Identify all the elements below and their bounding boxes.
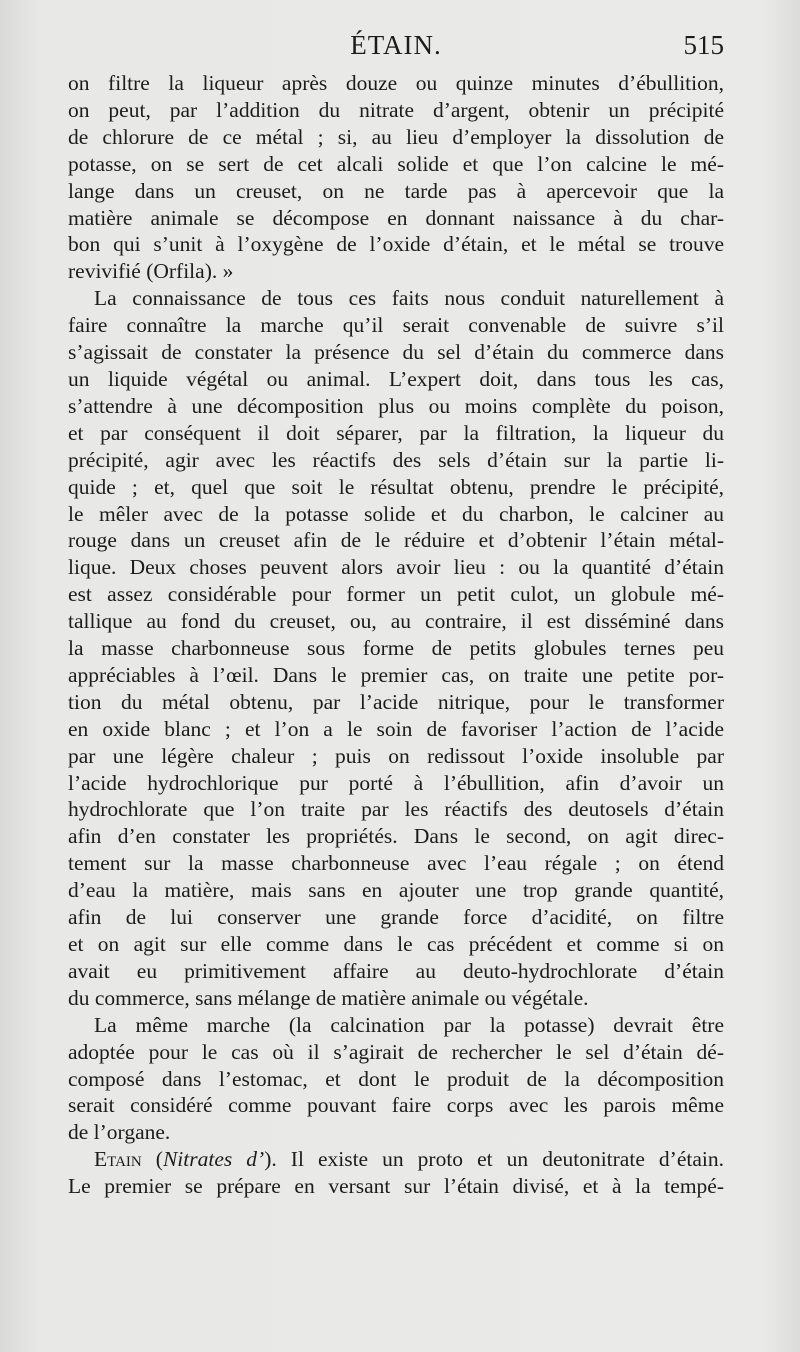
- text-line: lange dans un creuset, on ne tarde pas à apercevoir que la: [68, 178, 724, 203]
- text-line: bon qui s’unit à l’oxygène de l’oxide d’étain, et le métal se trouve: [68, 232, 724, 257]
- paragraph: [68, 1012, 724, 1147]
- text-line: afin de lui conserver une grande force d’acidité, on filtre: [68, 905, 724, 930]
- paragraph: [68, 285, 724, 1011]
- text-line: faire connaître la marche qu’il serait convenable de suivre s’il: [68, 313, 724, 338]
- body-text: [68, 70, 724, 1200]
- text-line: tion du métal obtenu, par l’acide nitrique, pour le transformer: [68, 689, 724, 714]
- text-line: on peut, par l’addition du nitrate d’argent, obtenir un précipité: [68, 97, 724, 122]
- running-head-title: ÉTAIN.: [350, 30, 442, 60]
- text-line: rouge dans un creuset afin de le réduire et d’obtenir l’étain métal-: [68, 528, 724, 553]
- text-line: quide ; et, quel que soit le résultat obtenu, prendre le précipité,: [68, 474, 724, 499]
- text-line: Le premier se prépare en versant sur l’étain divisé, et à la tempé-: [68, 1174, 724, 1199]
- text-line: et on agit sur elle comme dans le cas précédent et comme si on: [68, 932, 724, 956]
- text-line: serait considéré comme pouvant faire corps avec les parois même: [68, 1093, 724, 1118]
- text-line: et par conséquent il doit séparer, par la filtration, la liqueur du: [68, 420, 724, 445]
- entry-first-line: [68, 1146, 724, 1173]
- text-line: hydrochlorate que l’on traite par les réactifs des deutosels d’étain: [68, 797, 724, 822]
- text-line: s’attendre à une décomposition plus ou moins complète du poison,: [68, 393, 724, 418]
- entry-heading-name: Etain: [94, 1147, 142, 1172]
- paragraph: [68, 1146, 724, 1200]
- text-line: d’eau la matière, mais sans en ajouter une trop grande quantité,: [68, 878, 724, 903]
- entry-heading-open: (: [141, 1147, 163, 1172]
- text-line: par une légère chaleur ; puis on redissout l’oxide insoluble par: [68, 743, 724, 768]
- text-line: tement sur la masse charbonneuse avec l’eau régale ; on étend: [68, 851, 724, 876]
- text-line: appréciables à l’œil. Dans le premier cas, on traite une petite por-: [68, 662, 724, 687]
- entry-heading-qualifier: Nitrates d’: [162, 1147, 265, 1172]
- entry-heading-close: ).: [264, 1147, 291, 1172]
- text-line: est assez considérable pour former un petit culot, un globule mé-: [68, 582, 724, 607]
- text-line: du commerce, sans mélange de matière animale ou végétale.: [68, 985, 589, 1010]
- text-line: la masse charbonneuse sous forme de petits globules ternes peu: [68, 636, 724, 661]
- text-line: La connaissance de tous ces faits nous conduit naturellement à: [94, 286, 724, 311]
- text-line: on filtre la liqueur après douze ou quinze minutes d’ébullition,: [68, 71, 724, 95]
- text-line: composé dans l’estomac, et dont le produit de la décomposition: [68, 1066, 724, 1091]
- text-line: potasse, on se sert de cet alcali solide et que l’on calcine le mé-: [68, 151, 724, 176]
- text-line: tallique au fond du creuset, ou, au contraire, il est disséminé dans: [68, 609, 724, 634]
- text-line: afin d’en constater les propriétés. Dans le second, on agit direc-: [68, 824, 724, 849]
- running-head: [68, 30, 724, 70]
- paragraph: [68, 70, 724, 285]
- text-line: en oxide blanc ; et l’on a le soin de favoriser l’action de l’acide: [68, 716, 724, 741]
- text-line: un liquide végétal ou animal. L’expert doit, dans tous les cas,: [68, 366, 724, 391]
- text-line: s’agissait de constater la présence du sel d’étain du commerce dans: [68, 340, 724, 365]
- text-line: lique. Deux choses peuvent alors avoir lieu : ou la quantité d’étain: [68, 555, 724, 580]
- text-line: le mêler avec de la potasse solide et du charbon, le calciner au: [68, 501, 724, 526]
- text-line: matière animale se décompose en donnant naissance à du char-: [68, 205, 724, 230]
- text-line: de l’organe.: [68, 1120, 171, 1145]
- text-line: Il existe un proto et un deutonitrate d’étain.: [290, 1147, 724, 1172]
- text-line: La même marche (la calcination par la potasse) devrait être: [94, 1012, 724, 1037]
- text-line: précipité, agir avec les réactifs des sels d’étain sur la partie li-: [68, 447, 724, 472]
- text-line: adoptée pour le cas où il s’agirait de rechercher le sel d’étain dé-: [68, 1039, 724, 1064]
- text-line: revivifié (Orfila). »: [68, 259, 234, 284]
- text-line: avait eu primitivement affaire au deuto-hydrochlorate d’étain: [68, 958, 724, 983]
- page-number: 515: [683, 30, 724, 60]
- text-line: de chlorure de ce métal ; si, au lieu d’employer la dissolution de: [68, 124, 724, 149]
- text-line: l’acide hydrochlorique pur porté à l’ébullition, afin d’avoir un: [68, 770, 724, 795]
